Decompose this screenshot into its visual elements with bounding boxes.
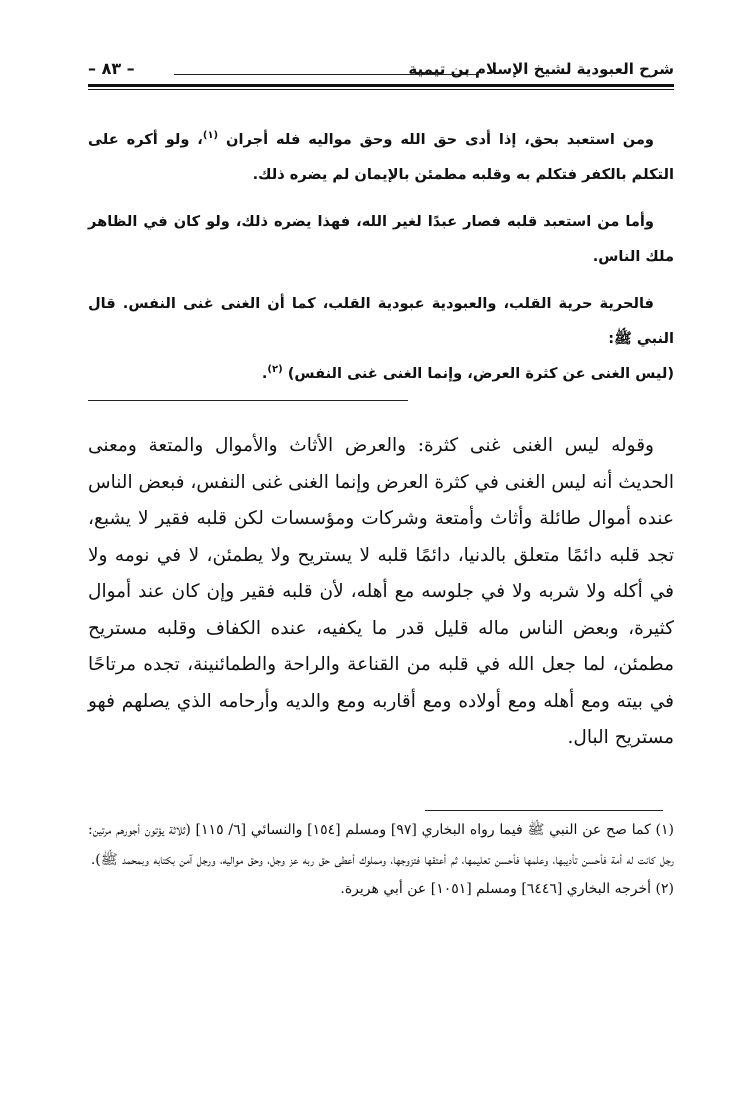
source-paragraph-3-text: فالحرية حرية القلب، والعبودية عبودية القلب، كما أن الغنى غنى النفس. قال النبي ﷺ: [88, 295, 674, 347]
footnote-ref-2[interactable]: (٢) [267, 364, 283, 375]
header-title: شرح العبودية لشيخ الإسلام بن تيمية [408, 60, 674, 78]
header-rule-thin [88, 89, 674, 90]
footnote-1-text: كما صح عن النبي ﷺ فيما رواه البخاري [٩٧] ومسلم [١٥٤] والنسائي [٦/ ١١٥] (ثلاثة يؤتون أجورهم مرتين: رجل كانت له أمة فأحسن تأديبها، وعلمها فأحسن تعليمها، ثم أعتقها فتزوجها، ومملوك أعطى حق ربه عز وجل، وحق مواليه، ورجل آمن بكتابه وبمحمد ﷺ). [88, 822, 674, 868]
commentary-block [88, 428, 674, 757]
page-number: – ٨٣ – [88, 59, 135, 78]
footnote-2 [88, 875, 674, 905]
source-paragraph-1 [88, 122, 674, 192]
footnotes [88, 816, 674, 905]
header-leader-line [174, 74, 479, 75]
footnote-2-text: أخرجه البخاري [٦٤٤٦] ومسلم [١٠٥١] عن أبي هريرة. [340, 881, 652, 897]
source-paragraph-1-text-cont: ، ولو أكره على التكلم بالكفر فتكلم به وقلبه مطمئن بالإيمان لم يضره ذلك. [88, 131, 674, 183]
source-paragraph-2: وأما من استعبد قلبه فصار عبدًا لغير الله، فهذا يضره ذلك، ولو كان في الظاهر ملك الناس. [88, 213, 674, 265]
source-paragraph-1-text: ومن استعبد بحق، إذا أدى حق الله وحق مواليه فله أجران [226, 131, 654, 148]
running-header [88, 52, 674, 92]
footnote-2-number: (٢) [655, 881, 674, 897]
footnote-ref-1[interactable]: (١) [202, 130, 219, 141]
commentary-paragraph: وقوله ليس الغنى غنى كثرة: والعرض الأثاث والأموال والمتعة ومعنى الحديث أنه ليس الغنى في كثرة العرض وإنما الغنى غنى النفس، فبعض الناس عنده أموال طائلة وأثاث وأمتعة وشركات ومؤسسات لكن قلبه فقير لا يشبع، تجد قلبه دائمًا متعلق بالدنيا، دائمًا قلبه لا يستريح ولا يطمئن، لا في نومه ولا في أكله ولا شربه ولا في جلوسه مع أهله، لأن قلبه فقير وإن كان عند أموال كثيرة، وبعض الناس ماله قليل قدر ما يكفيه، عنده الكفاف وقلبه مستريح مطمئن، لما جعل الله في قلبه من القناعة والراحة والطمائنينة، تجده مرتاحًا في بيته ومع أهله ومع أولاده ومع أقاربه ومع والديه وأرحامه الذي يصلهم فهو مستريح البال. [88, 435, 674, 748]
section-divider [88, 400, 408, 401]
footnote-separator [425, 810, 663, 811]
footnote-1-number: (١) [655, 822, 675, 838]
source-paragraph-3-end: . [261, 365, 268, 382]
hadith-quote: (ليس الغنى عن كثرة العرض، وإنما الغنى غنى النفس) [287, 365, 674, 382]
header-rule-thick [88, 84, 674, 87]
source-paragraph-3 [88, 286, 674, 391]
footnote-1 [88, 816, 674, 875]
source-text-block [88, 122, 674, 391]
